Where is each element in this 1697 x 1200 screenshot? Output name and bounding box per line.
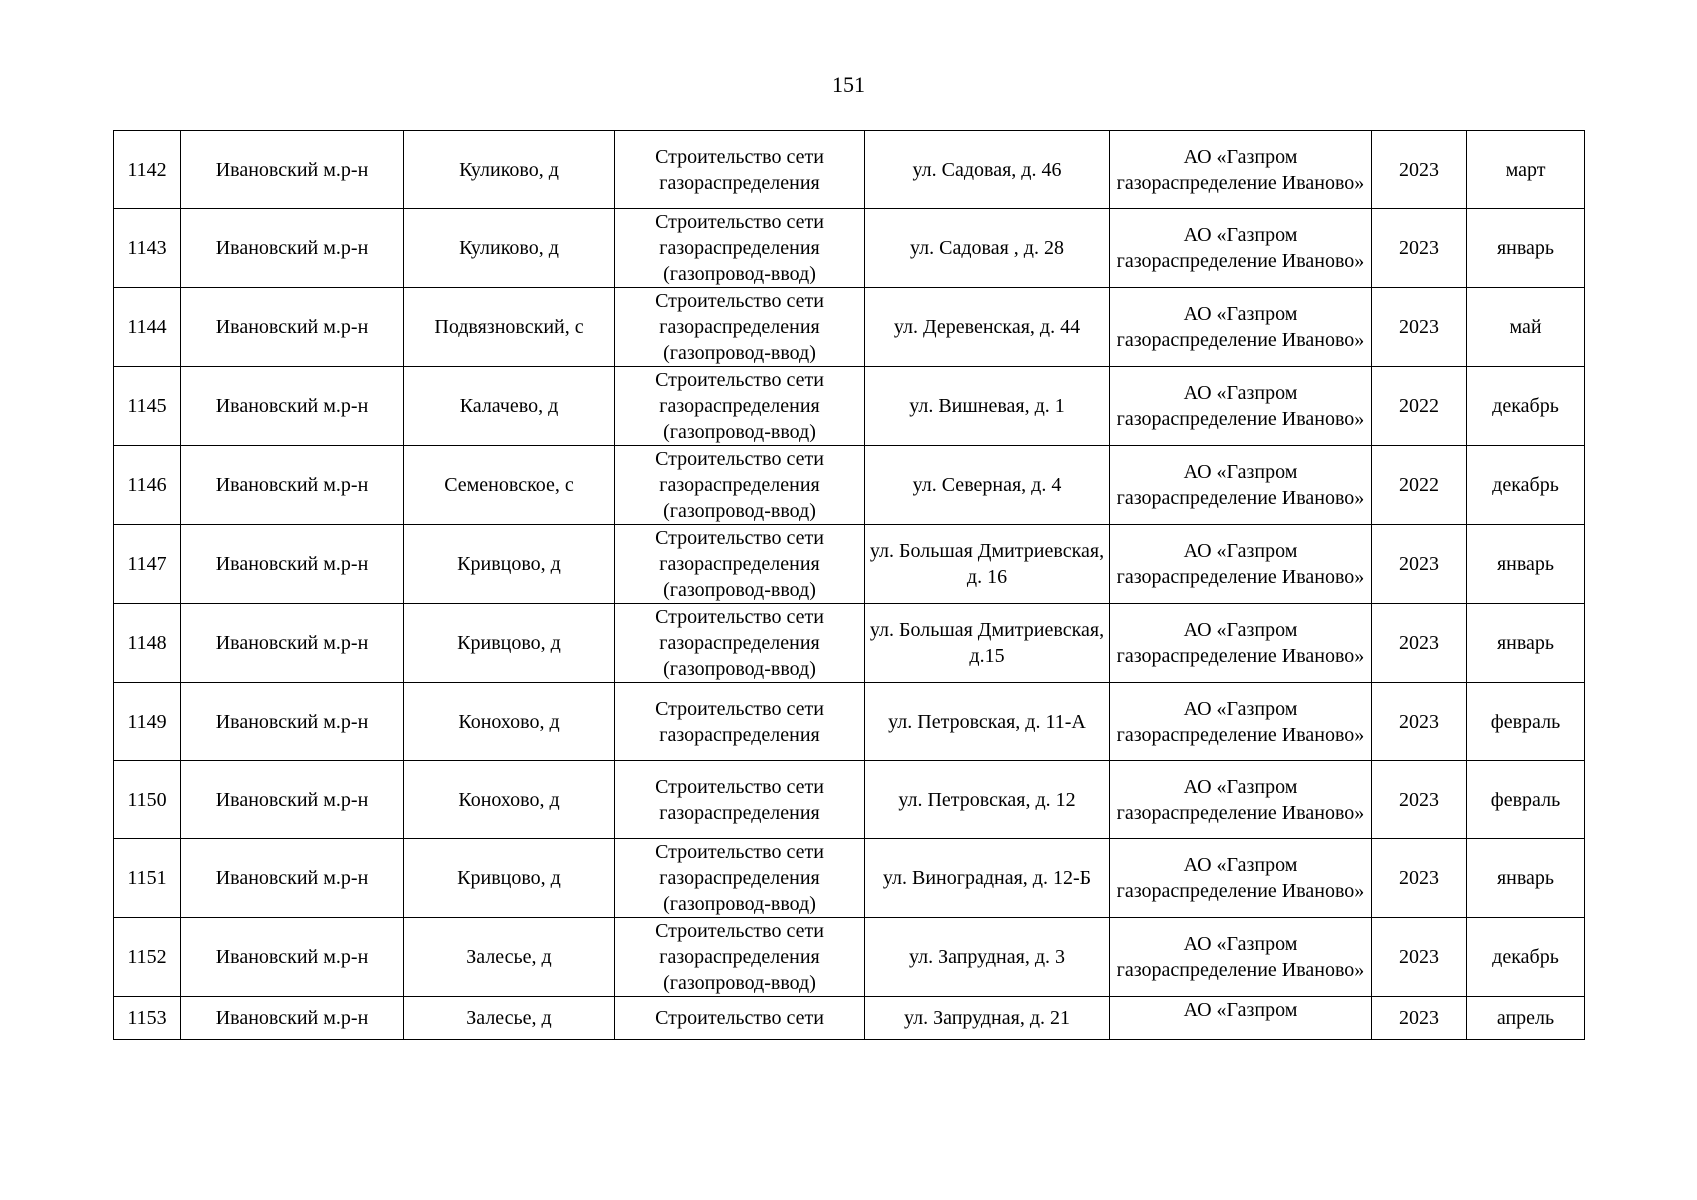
cell-work-type: Строительство сети газораспределения bbox=[615, 131, 865, 209]
table-row bbox=[114, 367, 1585, 446]
cell-organization: АО «Газпром bbox=[1110, 997, 1372, 1040]
cell-year: 2023 bbox=[1372, 839, 1467, 918]
cell-district: Ивановский м.р-н bbox=[181, 604, 404, 683]
cell-address: ул. Деревенская, д. 44 bbox=[865, 288, 1110, 367]
cell-locality: Конохово, д bbox=[404, 683, 615, 761]
cell-district: Ивановский м.р-н bbox=[181, 131, 404, 209]
cell-organization: АО «Газпром газораспределение Иваново» bbox=[1110, 446, 1372, 525]
cell-district: Ивановский м.р-н bbox=[181, 367, 404, 446]
table-row bbox=[114, 761, 1585, 839]
cell-locality: Семеновское, с bbox=[404, 446, 615, 525]
table-row bbox=[114, 288, 1585, 367]
cell-number: 1151 bbox=[114, 839, 181, 918]
table-row bbox=[114, 604, 1585, 683]
cell-month: январь bbox=[1467, 839, 1585, 918]
cell-month: январь bbox=[1467, 209, 1585, 288]
cell-number: 1152 bbox=[114, 918, 181, 997]
cell-work-type: Строительство сети газораспределения bbox=[615, 683, 865, 761]
cell-organization: АО «Газпром газораспределение Иваново» bbox=[1110, 131, 1372, 209]
cell-work-type: Строительство сети газораспределения (газопровод-ввод) bbox=[615, 604, 865, 683]
cell-district: Ивановский м.р-н bbox=[181, 997, 404, 1040]
cell-work-type: Строительство сети bbox=[615, 997, 865, 1040]
cell-month: март bbox=[1467, 131, 1585, 209]
cell-locality: Кривцово, д bbox=[404, 839, 615, 918]
cell-month: февраль bbox=[1467, 761, 1585, 839]
cell-year: 2023 bbox=[1372, 997, 1467, 1040]
cell-month: апрель bbox=[1467, 997, 1585, 1040]
cell-month: декабрь bbox=[1467, 367, 1585, 446]
cell-district: Ивановский м.р-н bbox=[181, 525, 404, 604]
cell-month: май bbox=[1467, 288, 1585, 367]
cell-work-type: Строительство сети газораспределения (газопровод-ввод) bbox=[615, 446, 865, 525]
cell-work-type: Строительство сети газораспределения (газопровод-ввод) bbox=[615, 209, 865, 288]
gasification-schedule-table bbox=[113, 130, 1585, 1040]
cell-address: ул. Виноградная, д. 12-Б bbox=[865, 839, 1110, 918]
cell-number: 1144 bbox=[114, 288, 181, 367]
cell-month: декабрь bbox=[1467, 446, 1585, 525]
cell-address: ул. Большая Дмитриевская, д. 16 bbox=[865, 525, 1110, 604]
table-row bbox=[114, 683, 1585, 761]
cell-year: 2023 bbox=[1372, 761, 1467, 839]
cell-address: ул. Северная, д. 4 bbox=[865, 446, 1110, 525]
table-row bbox=[114, 131, 1585, 209]
cell-month: декабрь bbox=[1467, 918, 1585, 997]
cell-year: 2023 bbox=[1372, 288, 1467, 367]
table-row bbox=[114, 997, 1585, 1040]
cell-organization: АО «Газпром газораспределение Иваново» bbox=[1110, 604, 1372, 683]
cell-address: ул. Петровская, д. 11-А bbox=[865, 683, 1110, 761]
cell-number: 1149 bbox=[114, 683, 181, 761]
cell-organization: АО «Газпром газораспределение Иваново» bbox=[1110, 367, 1372, 446]
cell-organization: АО «Газпром газораспределение Иваново» bbox=[1110, 525, 1372, 604]
cell-locality: Конохово, д bbox=[404, 761, 615, 839]
cell-address: ул. Садовая, д. 46 bbox=[865, 131, 1110, 209]
cell-work-type: Строительство сети газораспределения (газопровод-ввод) bbox=[615, 367, 865, 446]
cell-locality: Подвязновский, с bbox=[404, 288, 615, 367]
cell-locality: Залесье, д bbox=[404, 918, 615, 997]
table-body bbox=[114, 131, 1585, 1040]
cell-address: ул. Запрудная, д. 21 bbox=[865, 997, 1110, 1040]
cell-number: 1150 bbox=[114, 761, 181, 839]
cell-number: 1142 bbox=[114, 131, 181, 209]
cell-number: 1145 bbox=[114, 367, 181, 446]
cell-address: ул. Большая Дмитриевская, д.15 bbox=[865, 604, 1110, 683]
cell-address: ул. Вишневая, д. 1 bbox=[865, 367, 1110, 446]
cell-year: 2023 bbox=[1372, 209, 1467, 288]
cell-year: 2023 bbox=[1372, 918, 1467, 997]
table-row bbox=[114, 918, 1585, 997]
cell-organization: АО «Газпром газораспределение Иваново» bbox=[1110, 683, 1372, 761]
cell-locality: Залесье, д bbox=[404, 997, 615, 1040]
cell-organization: АО «Газпром газораспределение Иваново» bbox=[1110, 839, 1372, 918]
cell-district: Ивановский м.р-н bbox=[181, 839, 404, 918]
cell-locality: Калачево, д bbox=[404, 367, 615, 446]
cell-month: январь bbox=[1467, 604, 1585, 683]
cell-number: 1148 bbox=[114, 604, 181, 683]
cell-work-type: Строительство сети газораспределения (газопровод-ввод) bbox=[615, 525, 865, 604]
cell-month: январь bbox=[1467, 525, 1585, 604]
cell-district: Ивановский м.р-н bbox=[181, 209, 404, 288]
cell-district: Ивановский м.р-н bbox=[181, 761, 404, 839]
cell-year: 2022 bbox=[1372, 367, 1467, 446]
cell-year: 2022 bbox=[1372, 446, 1467, 525]
table-row bbox=[114, 525, 1585, 604]
page-number: 151 bbox=[832, 72, 865, 97]
cell-year: 2023 bbox=[1372, 525, 1467, 604]
cell-work-type: Строительство сети газораспределения (газопровод-ввод) bbox=[615, 288, 865, 367]
cell-organization: АО «Газпром газораспределение Иваново» bbox=[1110, 918, 1372, 997]
cell-address: ул. Петровская, д. 12 bbox=[865, 761, 1110, 839]
cell-locality: Кривцово, д bbox=[404, 604, 615, 683]
cell-year: 2023 bbox=[1372, 683, 1467, 761]
cell-organization: АО «Газпром газораспределение Иваново» bbox=[1110, 761, 1372, 839]
cell-locality: Кривцово, д bbox=[404, 525, 615, 604]
table-row bbox=[114, 839, 1585, 918]
cell-locality: Куликово, д bbox=[404, 131, 615, 209]
cell-address: ул. Садовая , д. 28 bbox=[865, 209, 1110, 288]
cell-month: февраль bbox=[1467, 683, 1585, 761]
cell-work-type: Строительство сети газораспределения (газопровод-ввод) bbox=[615, 839, 865, 918]
cell-organization: АО «Газпром газораспределение Иваново» bbox=[1110, 209, 1372, 288]
cell-organization: АО «Газпром газораспределение Иваново» bbox=[1110, 288, 1372, 367]
cell-work-type: Строительство сети газораспределения (газопровод-ввод) bbox=[615, 918, 865, 997]
table-row bbox=[114, 446, 1585, 525]
cell-work-type: Строительство сети газораспределения bbox=[615, 761, 865, 839]
table-row bbox=[114, 209, 1585, 288]
cell-district: Ивановский м.р-н bbox=[181, 288, 404, 367]
cell-number: 1153 bbox=[114, 997, 181, 1040]
cell-district: Ивановский м.р-н bbox=[181, 446, 404, 525]
cell-locality: Куликово, д bbox=[404, 209, 615, 288]
cell-year: 2023 bbox=[1372, 604, 1467, 683]
cell-district: Ивановский м.р-н bbox=[181, 683, 404, 761]
cell-number: 1146 bbox=[114, 446, 181, 525]
cell-number: 1147 bbox=[114, 525, 181, 604]
cell-number: 1143 bbox=[114, 209, 181, 288]
cell-address: ул. Запрудная, д. 3 bbox=[865, 918, 1110, 997]
cell-district: Ивановский м.р-н bbox=[181, 918, 404, 997]
cell-year: 2023 bbox=[1372, 131, 1467, 209]
